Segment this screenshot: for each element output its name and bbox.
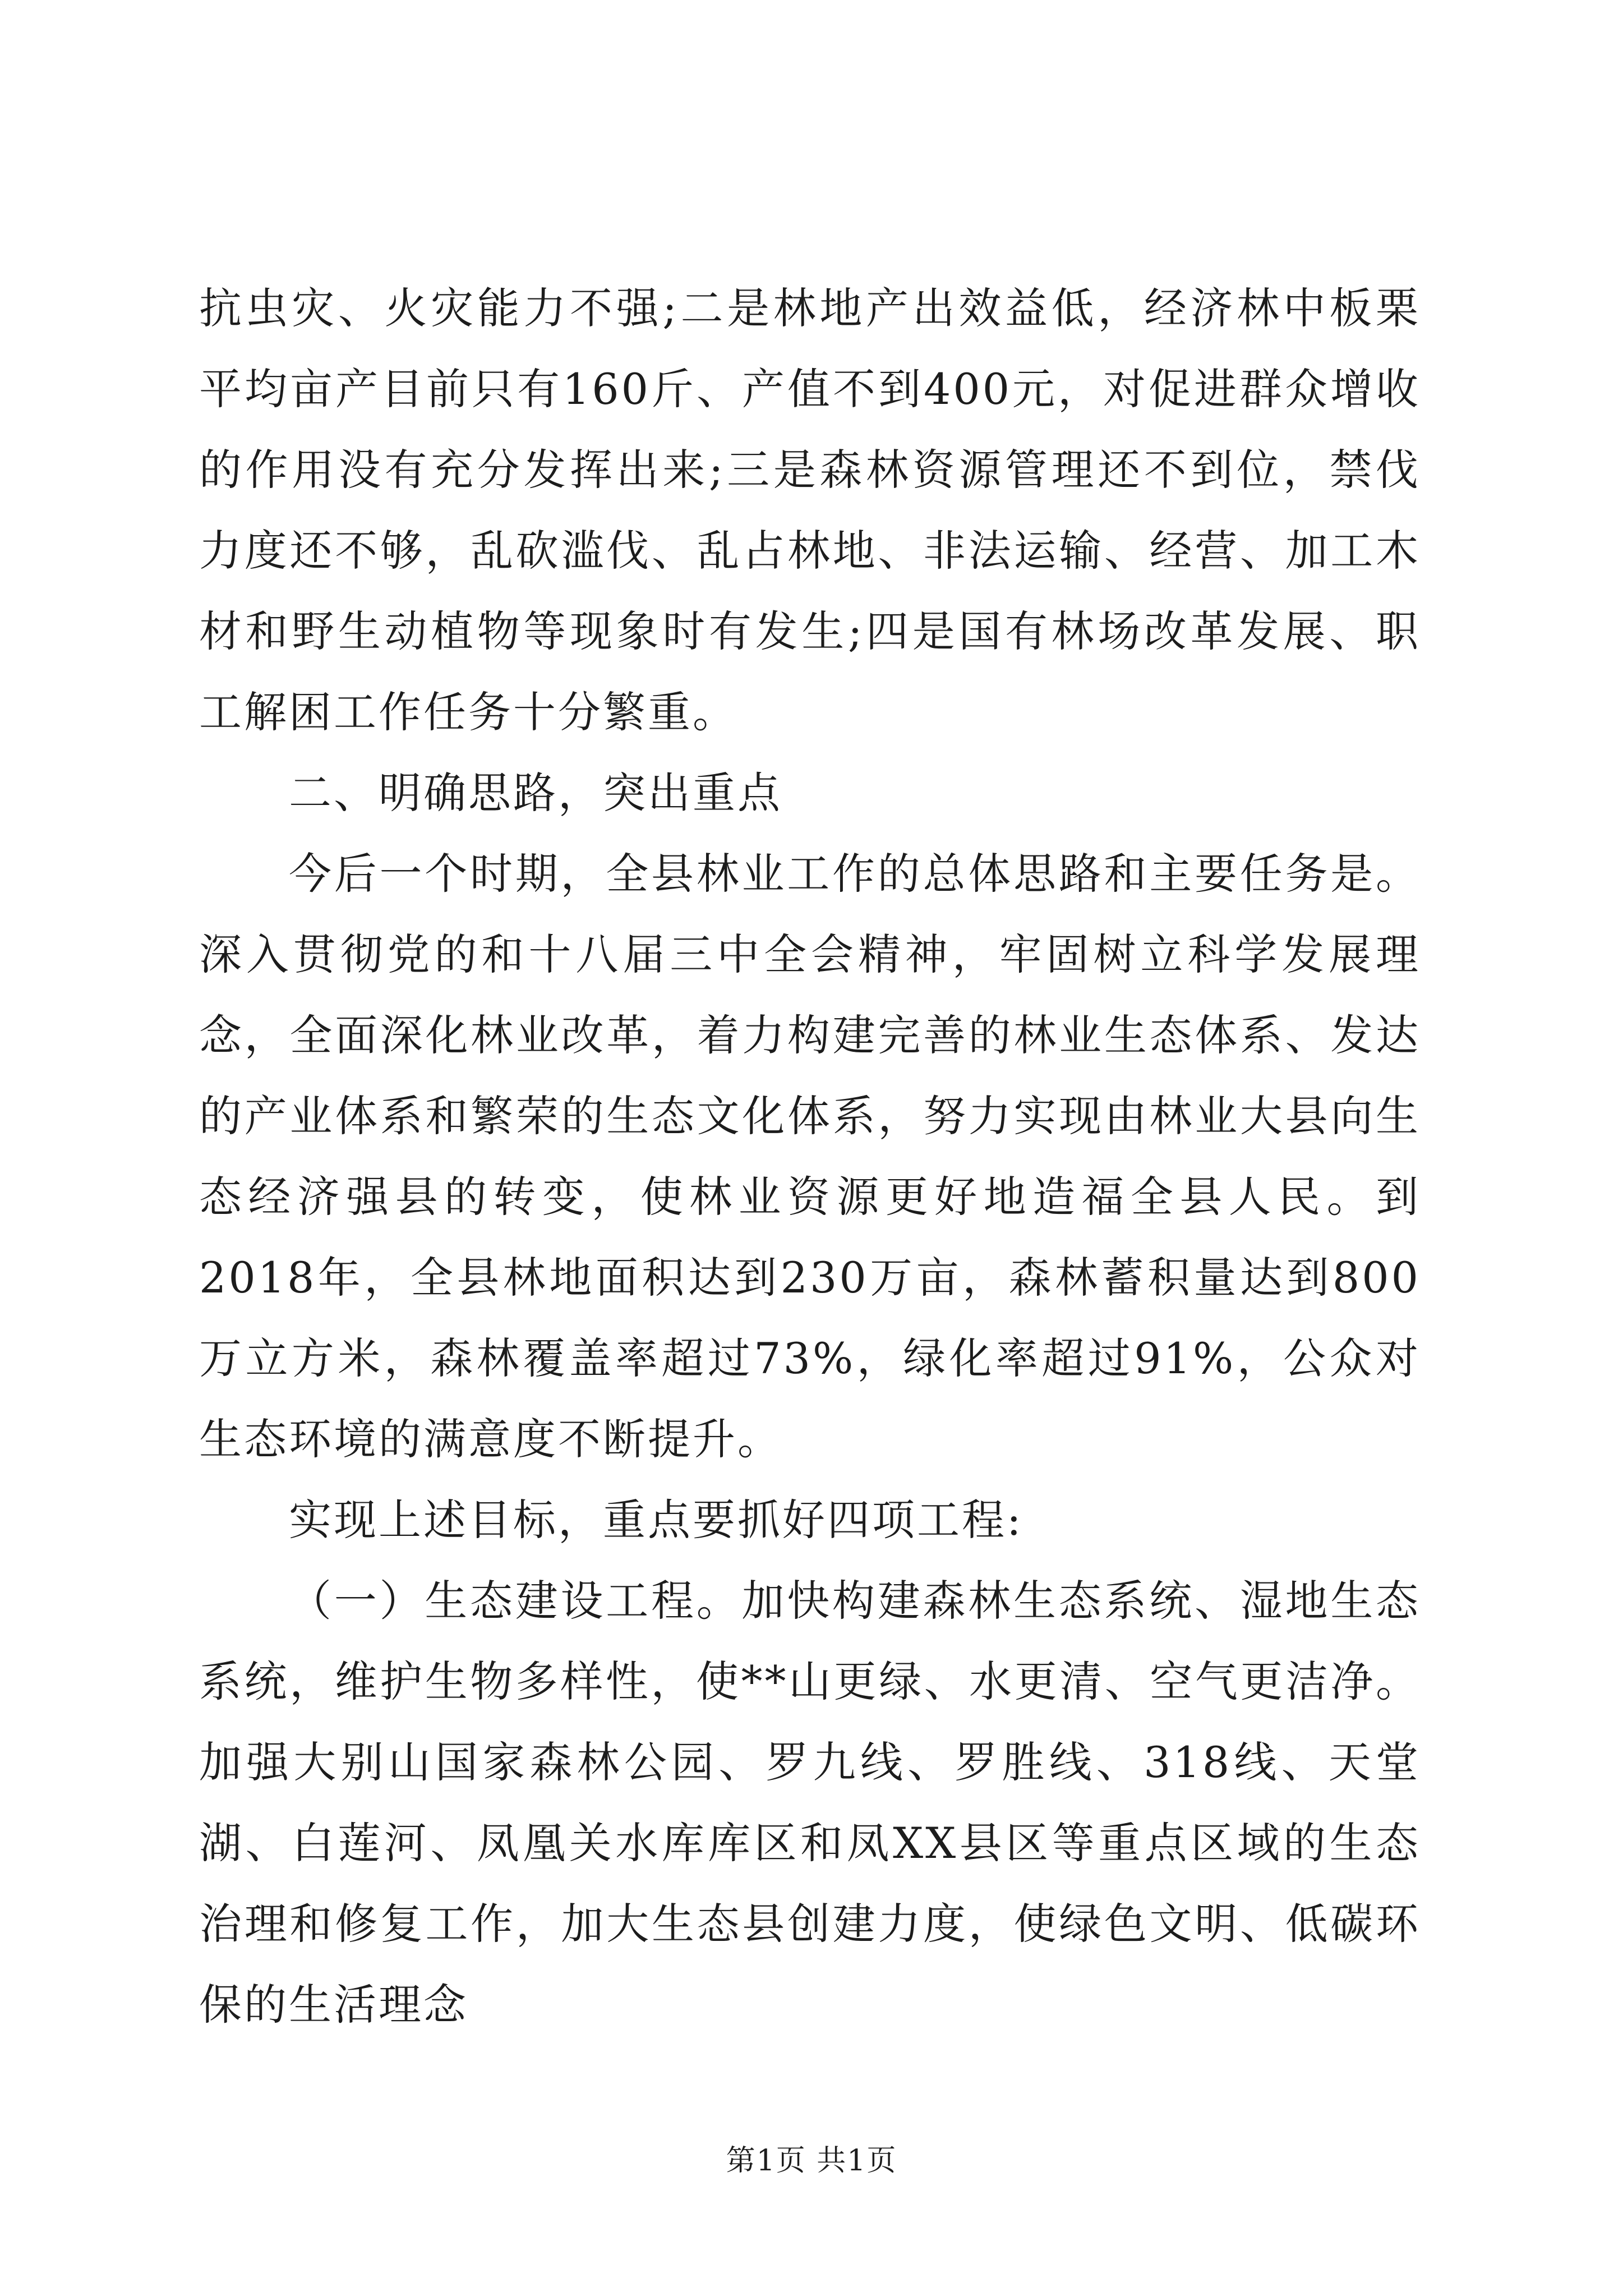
section-heading: 二、明确思路，突出重点 bbox=[289, 768, 782, 818]
paragraph-overall-plan: 今后一个时期，全县林业工作的总体思路和主要任务是。深入贯彻党的和十八届三中全会精神，牢固树立科学发展理念，全面深化林业改革，着力构建完善的林业生态体系、发达的产业体系和繁荣的生态文化体系，努力实现由林业大县向生态经济强县的转变，使林业资源更好地造福全县人民。到2018年，全县林地面积达到230万亩，森林蓄积量达到800万立方米，森林覆盖率超过73%，绿化率超过91%，公众对生态环境的满意度不断提升。 bbox=[199, 849, 1421, 1464]
page-footer: 第1页 共1页 bbox=[726, 2144, 897, 2178]
document-body bbox=[199, 268, 1421, 2045]
paragraph-key-projects-intro: 实现上述目标，重点要抓好四项工程: bbox=[289, 1495, 1023, 1545]
paragraph-ecological-project: （一）生态建设工程。加快构建森林生态系统、湿地生态系统，维护生物多样性，使**山更绿、水更清、空气更洁净。加强大别山国家森林公园、罗九线、罗胜线、318线、天堂湖、白莲河、凤凰关水库库区和凤XX县区等重点区域的生态治理和修复工作，加大生态县创建力度，使绿色文明、低碳环保的生活理念 bbox=[199, 1576, 1421, 2030]
paragraph-continuation: 抗虫灾、火灾能力不强;二是林地产出效益低，经济林中板栗平均亩产目前只有160斤、产值不到400元，对促进群众增收的作用没有充分发挥出来;三是森林资源管理还不到位，禁伐力度还不够，乱砍滥伐、乱占林地、非法运输、经营、加工木材和野生动植物等现象时有发生;四是国有林场改革发展、职工解困工作任务十分繁重。 bbox=[199, 283, 1421, 737]
